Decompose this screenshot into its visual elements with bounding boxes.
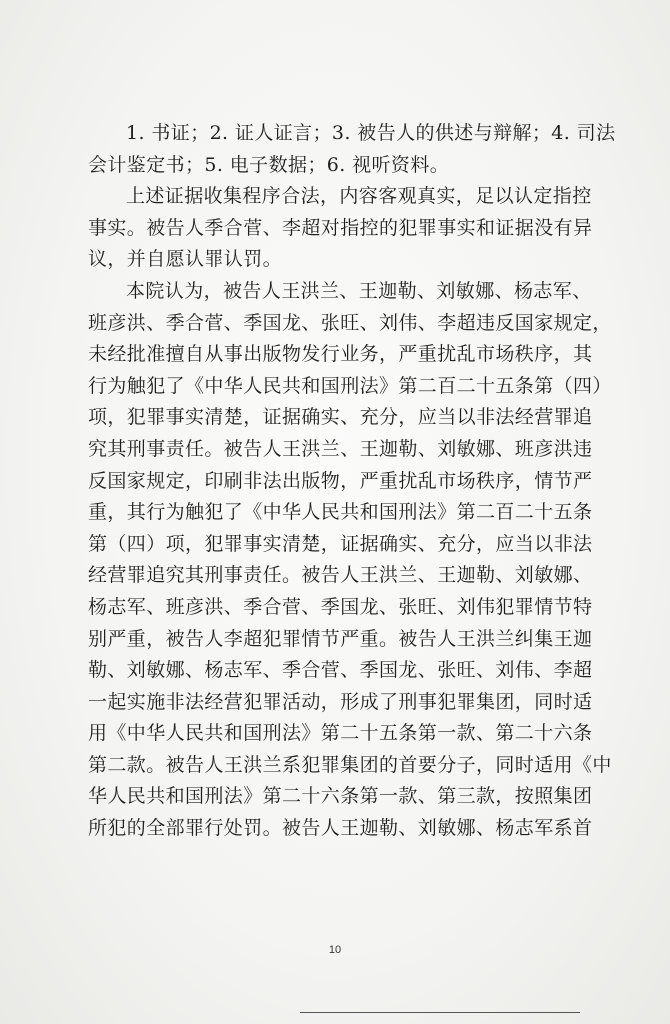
text-line: 上述证据收集程序合法，内容客观真实，足以认定指控 <box>126 185 592 208</box>
text-line: 1. 书证；2. 证人证言；3. 被告人的供述与辩解；4. 司法 <box>126 122 616 144</box>
text-line: 究其刑事责任。被告人王洪兰、王迦勒、刘敏娜、班彦洪违 <box>88 437 593 460</box>
text-line: 反国家规定，印刷非法出版物，严重扰乱市场秩序，情节严 <box>88 469 593 492</box>
text-line: 一起实施非法经营犯罪活动，形成了刑事犯罪集团，同时适 <box>88 690 593 713</box>
text-line: 所犯的全部罪行处罚。被告人王迦勒、刘敏娜、杨志军系首 <box>88 817 593 840</box>
text-line: 未经批准擅自从事出版物发行业务，严重扰乱市场秩序，其 <box>88 343 593 366</box>
text-line: 第（四）项，犯罪事实清楚，证据确实、充分，应当以非法 <box>88 532 593 555</box>
text-line: 华人民共和国刑法》第二十六条第一款、第三款，按照集团 <box>88 785 593 808</box>
text-line: 本院认为，被告人王洪兰、王迦勒、刘敏娜、杨志军、 <box>126 279 592 302</box>
text-line: 勒、刘敏娜、杨志军、季合菅、季国龙、张旺、刘伟、李超 <box>88 659 593 682</box>
text-line: 班彦洪、季合菅、季国龙、张旺、刘伟、李超违反国家规定， <box>88 311 612 334</box>
text-line: 别严重，被告人李超犯罪情节严重。被告人王洪兰纠集王迦 <box>88 627 593 650</box>
text-line: 议，并自愿认罪认罚。 <box>88 248 283 271</box>
text-line: 行为触犯了《中华人民共和国刑法》第二百二十五条第（四） <box>88 374 612 397</box>
bottom-edge-line <box>300 1012 580 1013</box>
body-text <box>88 118 616 845</box>
text-line: 用《中华人民共和国刑法》第二十五条第一款、第二十六条 <box>88 722 593 745</box>
text-line: 会计鉴定书；5. 电子数据；6. 视听资料。 <box>88 153 450 176</box>
text-line: 事实。被告人季合菅、李超对指控的犯罪事实和证据没有异 <box>88 216 593 239</box>
text-line: 重，其行为触犯了《中华人民共和国刑法》第二百二十五条 <box>88 501 593 524</box>
text-line: 项，犯罪事实清楚，证据确实、充分，应当以非法经营罪追 <box>88 406 593 429</box>
text-line: 杨志军、班彦洪、季合菅、季国龙、张旺、刘伟犯罪情节特 <box>88 595 593 618</box>
text-line: 经营罪追究其刑事责任。被告人王洪兰、王迦勒、刘敏娜、 <box>88 564 593 587</box>
page-number: 10 <box>328 944 342 956</box>
text-line: 第二款。被告人王洪兰系犯罪集团的首要分子，同时适用《中 <box>88 753 612 776</box>
